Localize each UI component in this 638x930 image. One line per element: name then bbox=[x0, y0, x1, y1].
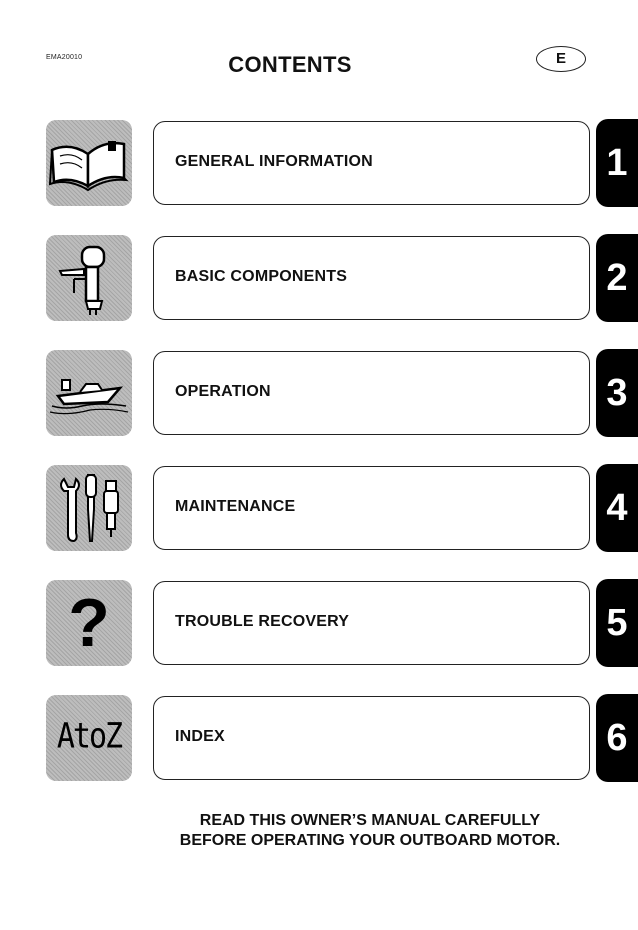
section-label: INDEX bbox=[175, 728, 225, 745]
footer-notice bbox=[0, 811, 638, 851]
section-label: OPERATION bbox=[175, 383, 271, 400]
language-badge: E bbox=[536, 46, 586, 72]
section-index[interactable] bbox=[153, 696, 590, 780]
boat-icon bbox=[46, 350, 132, 436]
section-tab-1[interactable]: 1 bbox=[596, 119, 638, 207]
section-label: MAINTENANCE bbox=[175, 498, 296, 515]
page-title: CONTENTS bbox=[228, 52, 352, 77]
section-operation[interactable] bbox=[153, 351, 590, 435]
section-maintenance[interactable] bbox=[153, 466, 590, 550]
a-to-z-icon bbox=[46, 695, 132, 781]
section-general-information[interactable] bbox=[153, 121, 590, 205]
doc-code: EMA20010 bbox=[46, 54, 83, 61]
outboard-motor-icon bbox=[46, 235, 132, 321]
question-mark-glyph: ? bbox=[68, 585, 110, 661]
section-tab-6[interactable]: 6 bbox=[596, 694, 638, 782]
section-tab-5[interactable]: 5 bbox=[596, 579, 638, 667]
footer-line-2: BEFORE OPERATING YOUR OUTBOARD MOTOR. bbox=[179, 832, 561, 849]
section-label: BASIC COMPONENTS bbox=[175, 268, 348, 285]
question-mark-icon bbox=[46, 580, 132, 666]
section-tab-4[interactable]: 4 bbox=[596, 464, 638, 552]
section-tab-3[interactable]: 3 bbox=[596, 349, 638, 437]
section-label: GENERAL INFORMATION bbox=[175, 153, 373, 170]
section-tab-2[interactable]: 2 bbox=[596, 234, 638, 322]
section-trouble-recovery[interactable] bbox=[153, 581, 590, 665]
tools-icon bbox=[46, 465, 132, 551]
a-to-z-glyph: AtoZ bbox=[56, 716, 122, 757]
footer-line-1: READ THIS OWNER’S MANUAL CAREFULLY bbox=[199, 812, 541, 829]
open-book-icon bbox=[46, 120, 132, 206]
section-label: TROUBLE RECOVERY bbox=[175, 613, 350, 630]
section-basic-components[interactable] bbox=[153, 236, 590, 320]
